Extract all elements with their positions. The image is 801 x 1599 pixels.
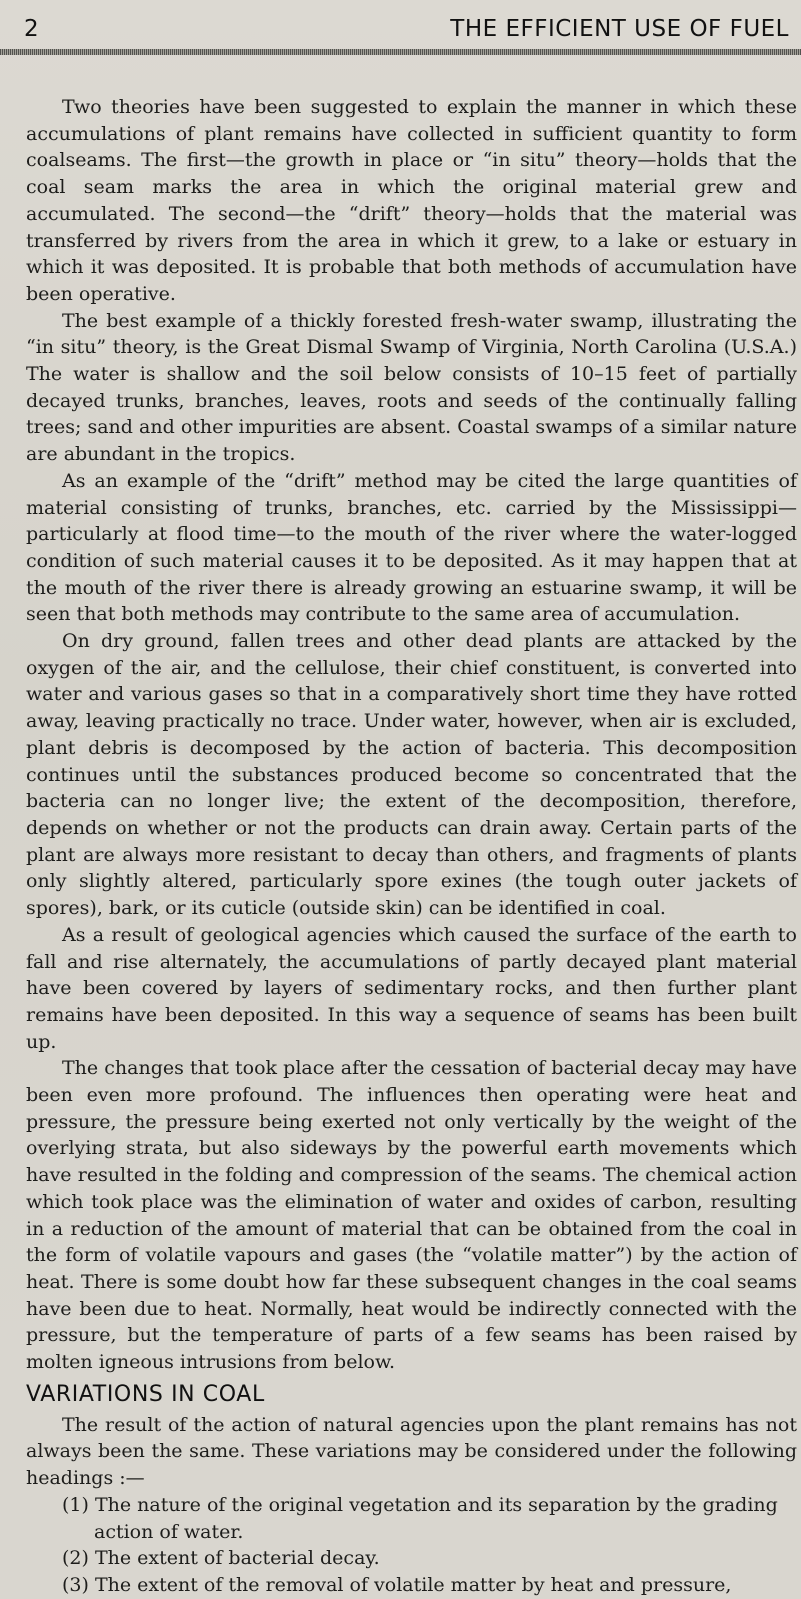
paragraph-geological-agencies: As a result of geological agencies which caused the surface of the earth to fall and rise alternately, the accumulations of partly decayed plant material have been covered by layers of sedimentary rocks, and then further plant remains have been deposited. In this way a sequence of seams has been built up. [26,923,797,1053]
paragraph-theories: Two theories have been suggested to explain the manner in which these accumulations of plant remains have collected in sufficient quantity to form coalseams. The first—the growth in place or “in situ” theory—holds that the coal seam marks the area in which the original material grew and accumulated. The second—the “drift” theory—holds that the material was transferred by rivers from the area in which it grew, to a lake or estuary in which it was deposited. It is probable that both methods of accumulation have been operative. [26,96,797,305]
variations-list [26,1492,797,1599]
paragraph-heat-pressure: The changes that took place after the cessation of bacterial decay may have been even more profound. The influences then operating were heat and pressure, the pressure being exerted not only vertically by the weight of the overlying strata, but also sideways by the powerful earth movements which have resulted in the folding and compression of the seams. The chemical action which took place was the elimination of water and oxides of carbon, resulting in a reduction of the amount of material that can be obtained from the coal in the form of volatile vapours and gases (the “volatile matter”) by the action of heat. There is some doubt how far these subsequent changes in the coal seams have been due to heat. Normally, heat would be indirectly connected with the pressure, but the temperature of parts of a few seams has been raised by molten igneous intrusions from below. [26,1057,797,1374]
paragraph-drift-example: As an example of the “drift” method may be cited the large quantities of material consisting of trunks, branches, etc. carried by the Mississippi—particularly at flood time—to the mouth of the river where the water-logged condition of such material causes it to be deposited. As it may happen that at the mouth of the river there is already growing an estuarine swamp, it will be seen that both methods may contribute to the same area of accumulation. [26,469,797,626]
running-title: THE EFFICIENT USE OF FUEL [450,16,789,42]
section-heading: VARIATIONS IN COAL [26,1381,265,1407]
list-item: (1) The nature of the original vegetation and its separation by the grading action of water. [62,1493,778,1543]
paragraph-decomposition: On dry ground, fallen trees and other dead plants are attacked by the oxygen of the air, and the cellulose, their chief constituent, is converted into water and various gases so that in a comparatively short time they have rotted away, leaving practically no trace. Under water, however, when air is excluded, plant debris is decomposed by the action of bacteria. This decomposition continues until the substances produced become so concentrated that the bacteria can no longer live; the extent of the decomposition, therefore, depends on whether or not the products can drain away. Certain parts of the plant are always more resistant to decay than others, and fragments of plants only slightly altered, particularly spore exines (the tough outer jackets of spores), bark, or its cuticle (outside skin) can be identified in coal. [26,630,797,920]
list-item: (3) The extent of the removal of volatile matter by heat and pressure, [62,1573,732,1596]
page-number: 2 [24,16,40,42]
body-text [26,94,797,1599]
paragraph-in-situ-example: The best example of a thickly forested fresh-water swamp, illustrating the “in situ” theory, is the Great Dismal Swamp of Virginia, North Carolina (U.S.A.) The water is shallow and the soil below consists of 10–15 feet of partially decayed trunks, branches, leaves, roots and seeds of the continually falling trees; sand and other impurities are absent. Coastal swamps of a similar nature are abundant in the tropics. [26,309,797,466]
list-item: (2) The extent of bacterial decay. [62,1547,380,1570]
page-header [24,2,789,42]
section-intro: The result of the action of natural agencies upon the plant remains has not always been the same. These variations may be considered under the following headings :— [26,1413,797,1490]
header-rule [0,49,801,55]
